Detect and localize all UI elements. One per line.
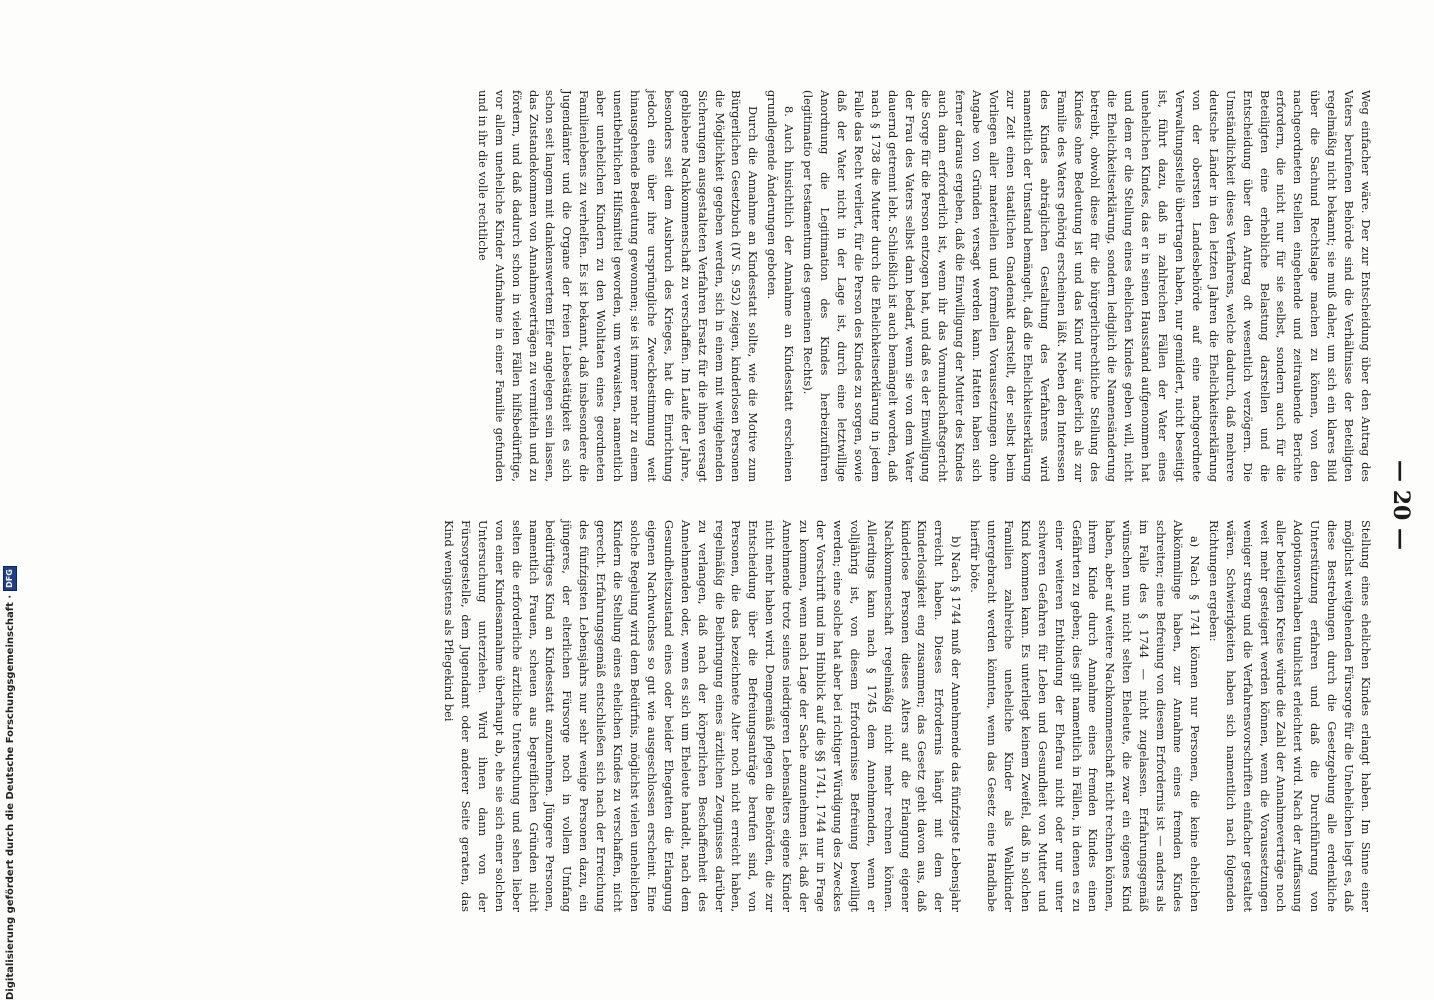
page-number: — 20 — [1388, 460, 1414, 550]
text-column-right [442, 520, 1374, 912]
digitization-footer [2, 0, 18, 1000]
paragraph: Weg einfacher wäre. Der zur Entscheidung über den Antrag des Vaters berufenen Behörde sind die Verhältnisse der Beteiligten regelmäßig nicht bekannt; sie muß daher, um sich ein klares Bild über die Sachund Rechtslage machen zu können, von den nachgeordneten Stellen eingehende und zeitraubende Berichte erfordern, die nicht nur für sie selbst, sondern auch für die Beteiligten eine erhebliche Belastung darstellen und die Entscheidung über den Antrag oft wesentlich verzögern. Die Umständlichkeit dieses Verfahrens, welche dadurch, daß mehrere deutsche Länder in den letzten Jahren die Ehelichkeitserklärung von der obersten Landesbehörde auf eine nachgeordnete Verwaltungsstelle übertragen haben, nur gemildert, nicht beseitigt ist, führt dazu, daß in zahlreichen Fällen der Vater eines unehelichen Kindes, das er in seinen Hausstand aufgenommen hat und dem er die Stellung eines ehelichen Kindes geben will, nicht die Ehelichkeitserklärung, sondern lediglich die Namensänderung betreibt, obwohl diese für die bürgerlichrechtliche Stellung des Kindes ohne Bedeutung ist und das Kind nur äußerlich als zur Familie des Vaters gehörig erscheinen läßt. Neben den Interessen des Kindes abträglichen Gestaltung des Verfahrens wird namentlich der Umstand bemängelt, daß die Ehelichkeitserklärung zur Zeit einen staatlichen Gnadenakt darstellt, der selbst beim Vorliegen aller materiellen und formellen Voraussetzungen ohne Angabe von Gründen versagt werden kann. Hatten haben sich ferner daraus ergeben, daß die Einwilligung der Mutter des Kindes auch dann erforderlich ist, wenn ihr das Vormundschaftsgericht die Sorge für die Person entzogen hat, und daß es der Einwilligung der Frau des Vaters selbst dann bedarf, wenn sie von dem Vater dauernd getrennt lebt. Schließlich ist auch bemängelt worden, daß nach § 1738 die Mutter durch die Ehelichkeitserklärung in jedem Falle das Recht verliert, für die Person des Kindes zu sorgen, sowie daß der Vater nicht in der Lage ist, durch eine letztwillige Anordnung die Legitimation des Kindes herbeizuführen (legitimatio per testamentum des gemeinen Rechts). [801, 90, 1373, 482]
section-heading-8: 8. Auch hinsichtlich der Annahme an Kindesstatt erscheinen grundlegende Änderungen geboten. [765, 90, 797, 482]
text-column-left [474, 90, 1374, 482]
subsection-a: a) Nach § 1741 können nur Personen, die keine ehelichen Abkömmlinge haben, zur Annahme eines fremden Kindes schreiten; eine Befreiung von diesem Erfordernis ist — anders als im Falle des § 1744 — nicht zugelassen. Erfahrungsgemäß wünschen nun nicht selten Eheleute, die zwar ein eigenes Kind haben, aber auf weitere Nachkommenschaft nicht rechnen können, ihrem Kinde durch Annahme eines fremden Kindes einen Gefährten zu geben; dies gilt namentlich in Fällen, in denen es zu einer weiteren Entbindung der Ehefrau nicht oder nur unter schweren Gefahren für Leben und Gesundheit von Mutter und Kind kommen kann. Es unterliegt keinem Zweifel, daß in solchen Familien zahlreiche uneheliche Kinder als Wahlkinder untergebracht werden könnten, wenn das Gesetz eine Handhabe hierfür böte. [968, 520, 1202, 912]
dfg-logo-icon: DFG [3, 566, 17, 591]
paragraph: Stellung eines ehelichen Kindes erlangt haben. Im Sinne einer möglichst weitgehenden Fürsorge für die Unehelichen liegt es, daß diese Bestrebungen durch die Gesetzgebung alle erdenkliche Unterstützung erfahren und daß die Durchführung von Adoptionsvorhaben tunlichst erleichtert wird. Nach der Auffassung aller beteiligten Kreise würde die Zahl der Annahmeverträge noch weit mehr gesteigert werden können, wenn die Voraussetzungen weniger streng und die Verfahrensvorschriften einfacher gestaltet wären. Schwierigkeiten haben sich namentlich nach folgenden Richtungen ergeben: [1206, 520, 1373, 912]
footer-text: Digitalisierung gefördert durch die Deutsche Forschungsgemeinschaft · [4, 594, 16, 1000]
paragraph: Durch die Annahme an Kindesstatt sollte, wie die Motive zum Bürgerlichen Gesetzbuch (IV S. 952) zeigen, kinderlosen Personen die Möglichkeit gegeben werden, sich in einem mit weitgehenden Sicherungen ausgestalteten Verfahren Ersatz für die ihnen versagt gebliebene Nachkommenschaft zu verschaffen. Im Laufe der Jahre, besonders seit dem Ausbruch des Krieges, hat die Einrichtung jedoch eine über ihre ursprüngliche Zweckbestimmung weit hinausgehende Bedeutung gewonnen; sie ist immer mehr zu einem unentbehrlichen Hilfsmittel geworden, um verwaisten, namentlich aber unehelichen Kindern zu den Wohltaten eines geordneten Familienlebens zu verhelfen. Es ist bekannt, daß insbesondere die Jugendämter und die Organe der freien Liebestätigkeit es sich schon seit langem mit dankenswertem Eifer angelegen sein lassen, das Zustandekommen von Annahmeverträgen zu vermitteln und zu fördern, und daß dadurch schon in vielen Fällen hilfsbedürftige, vor allem uneheliche Kinder Aufnahme in einer Familie gefunden und in ihr die volle rechtliche [475, 90, 761, 482]
subsection-b: b) Nach § 1744 muß der Annehmende das fünfzigste Lebensjahr erreicht haben. Dieses Erfordernis hängt mit dem der Kinderlosigkeit eng zusammen; das Gesetz geht davon aus, daß kinderlose Personen dieses Alters auf die Erlangung eigener Nachkommenschaft regelmäßig nicht mehr rechnen können. Allerdings kann nach § 1745 dem Annehmenden, wenn er volljährig ist, von diesem Erfordernisse Befreiung bewilligt werden; eine solche hat aber bei richtiger Würdigung des Zweckes der Vorschrift und im Hinblick auf die §§ 1741, 1744 nur in Frage zu kommen, wenn nach Lage der Sache anzunehmen ist, daß der Annehmende trotz seines niedrigeren Lebensalters eigene Kinder nicht mehr haben wird. Demgemäß pflegen die Behörden, die zur Entscheidung über die Befreiungsanträge berufen sind, von Personen, die das bezeichnete Alter noch nicht erreicht haben, regelmäßig die Beibringung eines ärztlichen Zeugnisses darüber zu verlangen, daß nach der körperlichen Beschaffenheit des Annehmenden oder, wenn es sich um Eheleute handelt, nach dem Gesundheitszustand eines oder beider Ehegatten die Erlangung eigenen Nachwuchses so gut wie ausgeschlossen erscheint. Eine solche Regelung wird dem Bedürfnis, möglichst vielen unehelichen Kindern die Stellung eines ehelichen Kindes zu verschaffen, nicht gerecht. Erfahrungsgemäß entschließen sich nach der Erreichung des fünfzigsten Lebensjahrs nur sehr wenige Personen dazu, ein jüngeres, der elterlichen Fürsorge noch in vollem Umfang bedürftiges Kind an Kindesstatt anzunehmen. Jüngere Personen, namentlich Frauen, scheuen aus begreiflichen Gründen nicht selten die erforderliche ärztliche Untersuchung und sehen lieber von einer Kindesannahme überhaupt ab, ehe sie sich einer solchen Untersuchung unterziehen. Wird ihnen dann von der Fürsorgestelle, dem Jugendamt oder anderer Seite geraten, das Kind wenigstens als Pflegekind bei [442, 520, 964, 912]
